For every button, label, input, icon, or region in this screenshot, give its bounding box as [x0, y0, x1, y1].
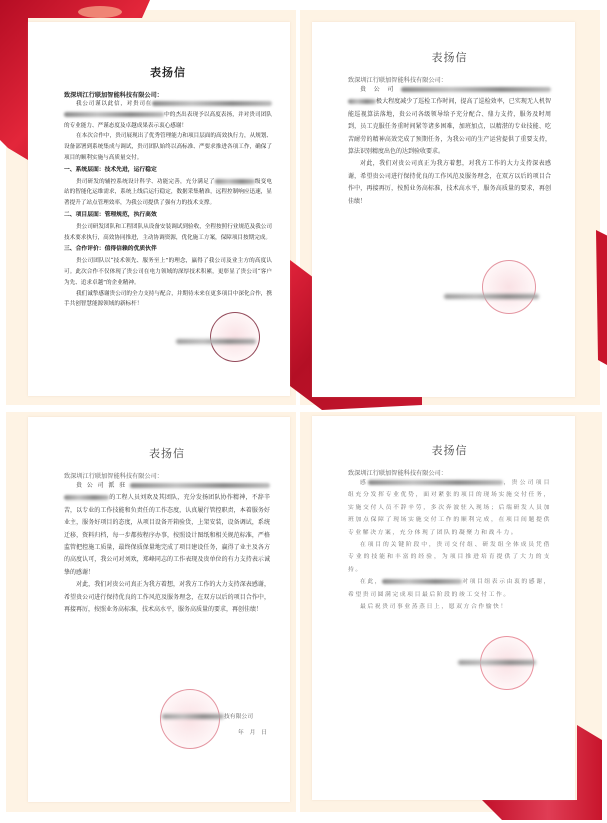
letter-paragraph: 贵司研发的辅控系统设计科学、功能完善，充分满足了 级变电站的智能化运维需求，系统上线后运行稳定，数据采集精准，远程控制响应迅速，显著提升了站点管理效率，为我公司提供了强有力的技术支撑。 — [64, 178, 272, 207]
letter-paragraph: 贵公司派驻的工程人员刘欢及其团队，充分发扬团队协作精神，不辞辛苦，以专业的工作技能和负责任的工作态度，认真履行管控职责，本着服务好业主，服务好项目的态度，从项目设备开箱验货，上架安装，设备调试，系统迁移，资料归档，每一步都按程序办事，按照设计图纸和相关规范标准，严格监管把控施工质量，最终保质保量地完成了项目建设任务，赢得了业主及各方的高度认可，我公司对刘欢，郑峰同志的工作表现及贵单位的有力支持表示诚挚的感谢！ — [64, 482, 270, 576]
letter-paragraph: 我们诚挚感谢贵公司的全力支持与配合，并期待未来在更多项目中深化合作，携手共创智慧能源领域的新标杆！ — [64, 290, 272, 308]
letter-title: 表扬信 — [149, 447, 185, 460]
redacted-text — [64, 112, 164, 117]
letter-paragraph: 感 ，贵公司项目组充分发挥专业优势，面对紧张的项目的现场实施交付任务，实施交付人员不辞辛劳，多次奔波驻入现场；后端研发人员加班加点保障了现场实施交付工作的顺利完成，在项目间题提供专业解决方案，充分体现了团队的凝聚力和战斗力。 — [348, 480, 551, 536]
commendation-letter-1 — [28, 22, 290, 396]
redacted-signature — [458, 660, 536, 665]
company-seal — [160, 689, 220, 749]
redacted-text — [368, 480, 503, 485]
letter-salutation: 致深圳江行联加智能科技有限公司： — [64, 92, 163, 99]
red-ribbon-decoration-right-middle — [586, 230, 607, 370]
letter-paragraph: 我公司谨以此信，对贵司在中的杰出表现予以高度表扬，并对贵司团队的专业能力、严谨态度及卓越成果表示衷心感谢！ — [64, 101, 272, 129]
signature-date: 年 月 日 — [238, 730, 267, 736]
redacted-text — [348, 99, 376, 104]
redacted-text — [215, 179, 255, 184]
commendation-letter-2 — [312, 22, 575, 397]
letter-paragraph: 对此，我们对贵公司真正为我方着想，对我方工作的大力支持深表感谢，希望贵公司进行保持优良的工作风范及服务理念，在双方以后的项目合作中，再接再厉，按照业务高标准，技术高水平，服务高质量的要求，再创佳绩！ — [64, 581, 270, 614]
letter-paragraph: 在此， 对项目组表示由衷的感谢，希望贵司圆满完成项目最后阶段的竣工交付工作。 — [348, 579, 551, 598]
letter-title: 表扬信 — [431, 444, 468, 457]
section-heading: 一、系统层面：技术先进，运行稳定 — [64, 166, 157, 173]
letter-title: 表扬信 — [431, 51, 468, 64]
company-seal — [210, 312, 260, 362]
redacted-signature — [176, 339, 256, 344]
signature-company: 技有限公司 — [224, 714, 253, 720]
redacted-text — [152, 101, 272, 106]
letter-salutation: 致深圳江行联加智能科技有限公司： — [64, 473, 163, 480]
letter-title: 表扬信 — [150, 66, 186, 79]
redacted-text — [130, 483, 270, 488]
redacted-text — [401, 87, 551, 92]
letter-paragraph: 在项目的关键阶段中，贵司交付组、研发组全体成员凭借专业的技能和丰富的经验，为项目推进培育提供了大力的支持。 — [348, 542, 551, 573]
commendation-letter-3 — [28, 417, 290, 802]
letter-paragraph: 在本次合作中，贵司展现出了优秀管理能力和项目层面的高效执行力，从规划、设备部署到系统集成与调试，贵司团队始终以高标准、严要求推进各项工作，确保了项目的顺利实施与高质量交付。 — [64, 133, 272, 161]
redacted-text — [64, 495, 109, 500]
redacted-text — [382, 579, 462, 584]
section-heading: 二、项目层面：管理规范，执行高效 — [64, 211, 157, 218]
letter-paragraph: 对此，我们对贵公司真正为我方着想，对我方工作的大力支持深表感谢，希望贵公司进行保持优良的工作风范及服务理念，在双方以后的项目合作中，再接再厉，按照业务高标准，技术高水平，服务高质量的要求，再创佳绩！ — [348, 160, 551, 205]
company-seal — [482, 260, 536, 314]
letter-paragraph: 贵公司极大程度减少了巡检工作时间，提高了巡检效率，已实现无人机智能巡视算法落地，贵公司各级领导给予充分配合、鼎力支持，服务及时周到，员工克服任务重时间紧等诸多困难，加班加点，以精湛的专业技能、吃苦耐劳的精神高效完成了预期任务，为我公司的生产运营提供了重要支持，算法识别精度出色的达到验收要求。 — [348, 86, 551, 156]
letter-salutation: 致深圳江行联加智能科技有限公司： — [348, 470, 447, 477]
redacted-signature — [444, 294, 539, 299]
section-heading: 三、合作评价：值得信赖的优质伙伴 — [64, 246, 157, 253]
commendation-letter-4 — [312, 416, 575, 800]
letter-paragraph: 贵公司研发团队和工程团队从设备安装调试到验收，全程按照行业规范及我公司技术要求执行，高效协同推进，主动协调资源，优化施工方案，保障项目按期完成。 — [64, 223, 272, 241]
letter-salutation: 致深圳江行联加智能科技有限公司： — [348, 77, 447, 84]
letter-paragraph: 贵公司团队以“技术领先、服务至上”的理念，赢得了我公司及业主方的高度认可。此次合作不仅体现了贵公司在电力领域的深厚技术积累，更彰显了贵公司“客户为先、追求卓越”的企业精神。 — [64, 258, 272, 286]
redacted-signature — [162, 714, 224, 719]
letter-paragraph: 最后祝贵司事业蒸蒸日上，愿双方合作愉快！ — [360, 604, 508, 611]
